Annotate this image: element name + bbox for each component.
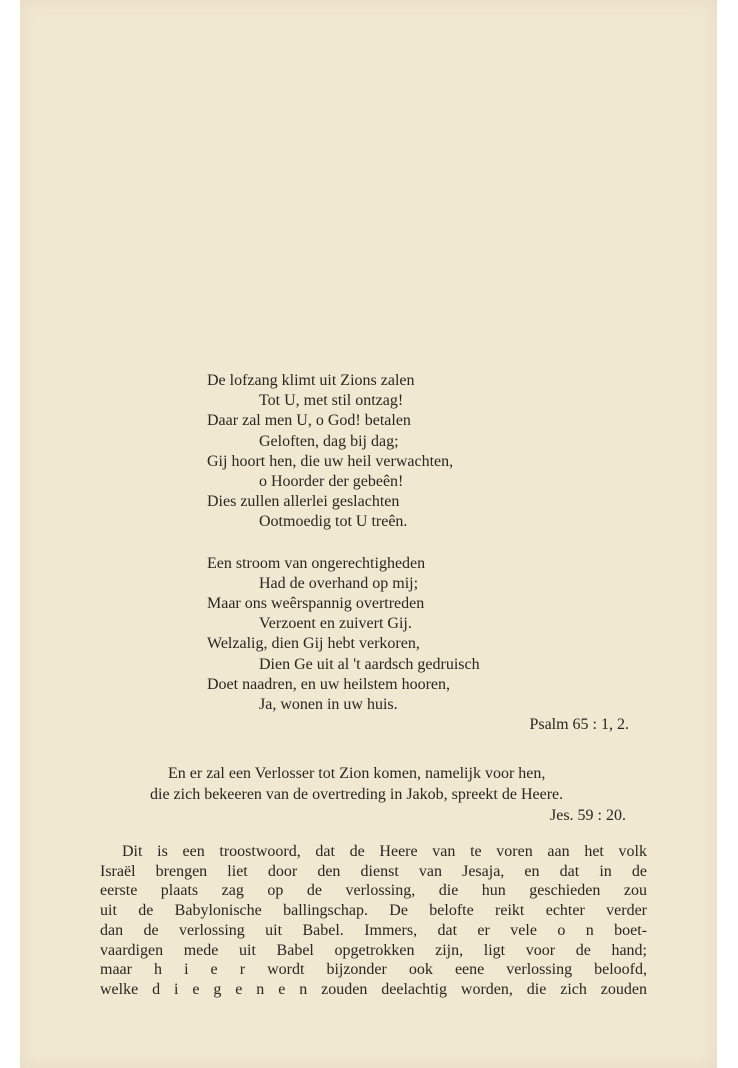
poem-line: o Hoorder der gebeên!	[259, 473, 404, 491]
poem-line: Had de overhand op mij;	[259, 574, 419, 592]
book-page	[20, 0, 717, 1068]
poem-line: Ja, wonen in uw huis.	[259, 696, 398, 714]
paragraph-line: vaardigen mede uit Babel opgetrokken zijn, ligt voor de hand;	[100, 941, 647, 959]
paragraph-line: uit de Babylonische ballingschap. De belofte reikt echter verder	[100, 902, 647, 920]
paragraph-line: maar h i e r wordt bijzonder ook eene verlossing beloofd,	[100, 961, 647, 979]
poem-line: Dies zullen allerlei geslachten	[207, 493, 400, 511]
poem-line: Dien Ge uit al 't aardsch gedruisch	[259, 655, 480, 673]
poem-line: Gij hoort hen, die uw heil verwachten,	[207, 452, 454, 470]
scripture-text	[100, 763, 646, 826]
psalm-poem	[207, 371, 647, 735]
poem-line: Een stroom van ongerechtigheden	[207, 554, 426, 572]
poem-stanza-1	[207, 371, 647, 533]
poem-stanza-2	[207, 554, 647, 716]
paragraph-line: dan de verlossing uit Babel. Immers, dat er vele o n boet-	[100, 921, 647, 939]
poem-line: Ootmoedig tot U treên.	[259, 513, 408, 531]
paragraph-line: Israël brengen liet door den dienst van Jesaja, en dat in de	[100, 862, 647, 880]
paragraph-line: eerste plaats zag op de verlossing, die hun geschieden zou	[100, 882, 647, 900]
poem-line: Geloften, dag bij dag;	[259, 432, 399, 450]
verse-line: En er zal een Verlosser tot Zion komen, namelijk voor hen,	[168, 765, 546, 782]
psalm-reference: Psalm 65 : 1, 2.	[529, 716, 629, 734]
paragraph-line: welke d i e g e n e n zouden deelachtig worden, die zich zouden	[100, 980, 647, 998]
poem-line: Daar zal men U, o God! betalen	[207, 412, 411, 430]
poem-line: Maar ons weêrspannig overtreden	[207, 595, 425, 613]
poem-line: Doet naadren, en uw heilstem hooren,	[207, 675, 451, 693]
poem-line: Welzalig, dien Gij hebt verkoren,	[207, 635, 420, 653]
poem-line: De lofzang klimt uit Zions zalen	[207, 372, 415, 389]
paragraph-line: Dit is een troostwoord, dat de Heere van te voren aan het volk	[122, 843, 647, 860]
verse-line: die zich bekeeren van de overtreding in Jakob, spreekt de Heere.	[150, 786, 564, 803]
poem-line: Verzoent en zuivert Gij.	[259, 615, 412, 633]
body-paragraph	[100, 842, 647, 1000]
verse-reference: Jes. 59 : 20.	[550, 807, 626, 824]
poem-line: Tot U, met stil ontzag!	[259, 392, 404, 410]
